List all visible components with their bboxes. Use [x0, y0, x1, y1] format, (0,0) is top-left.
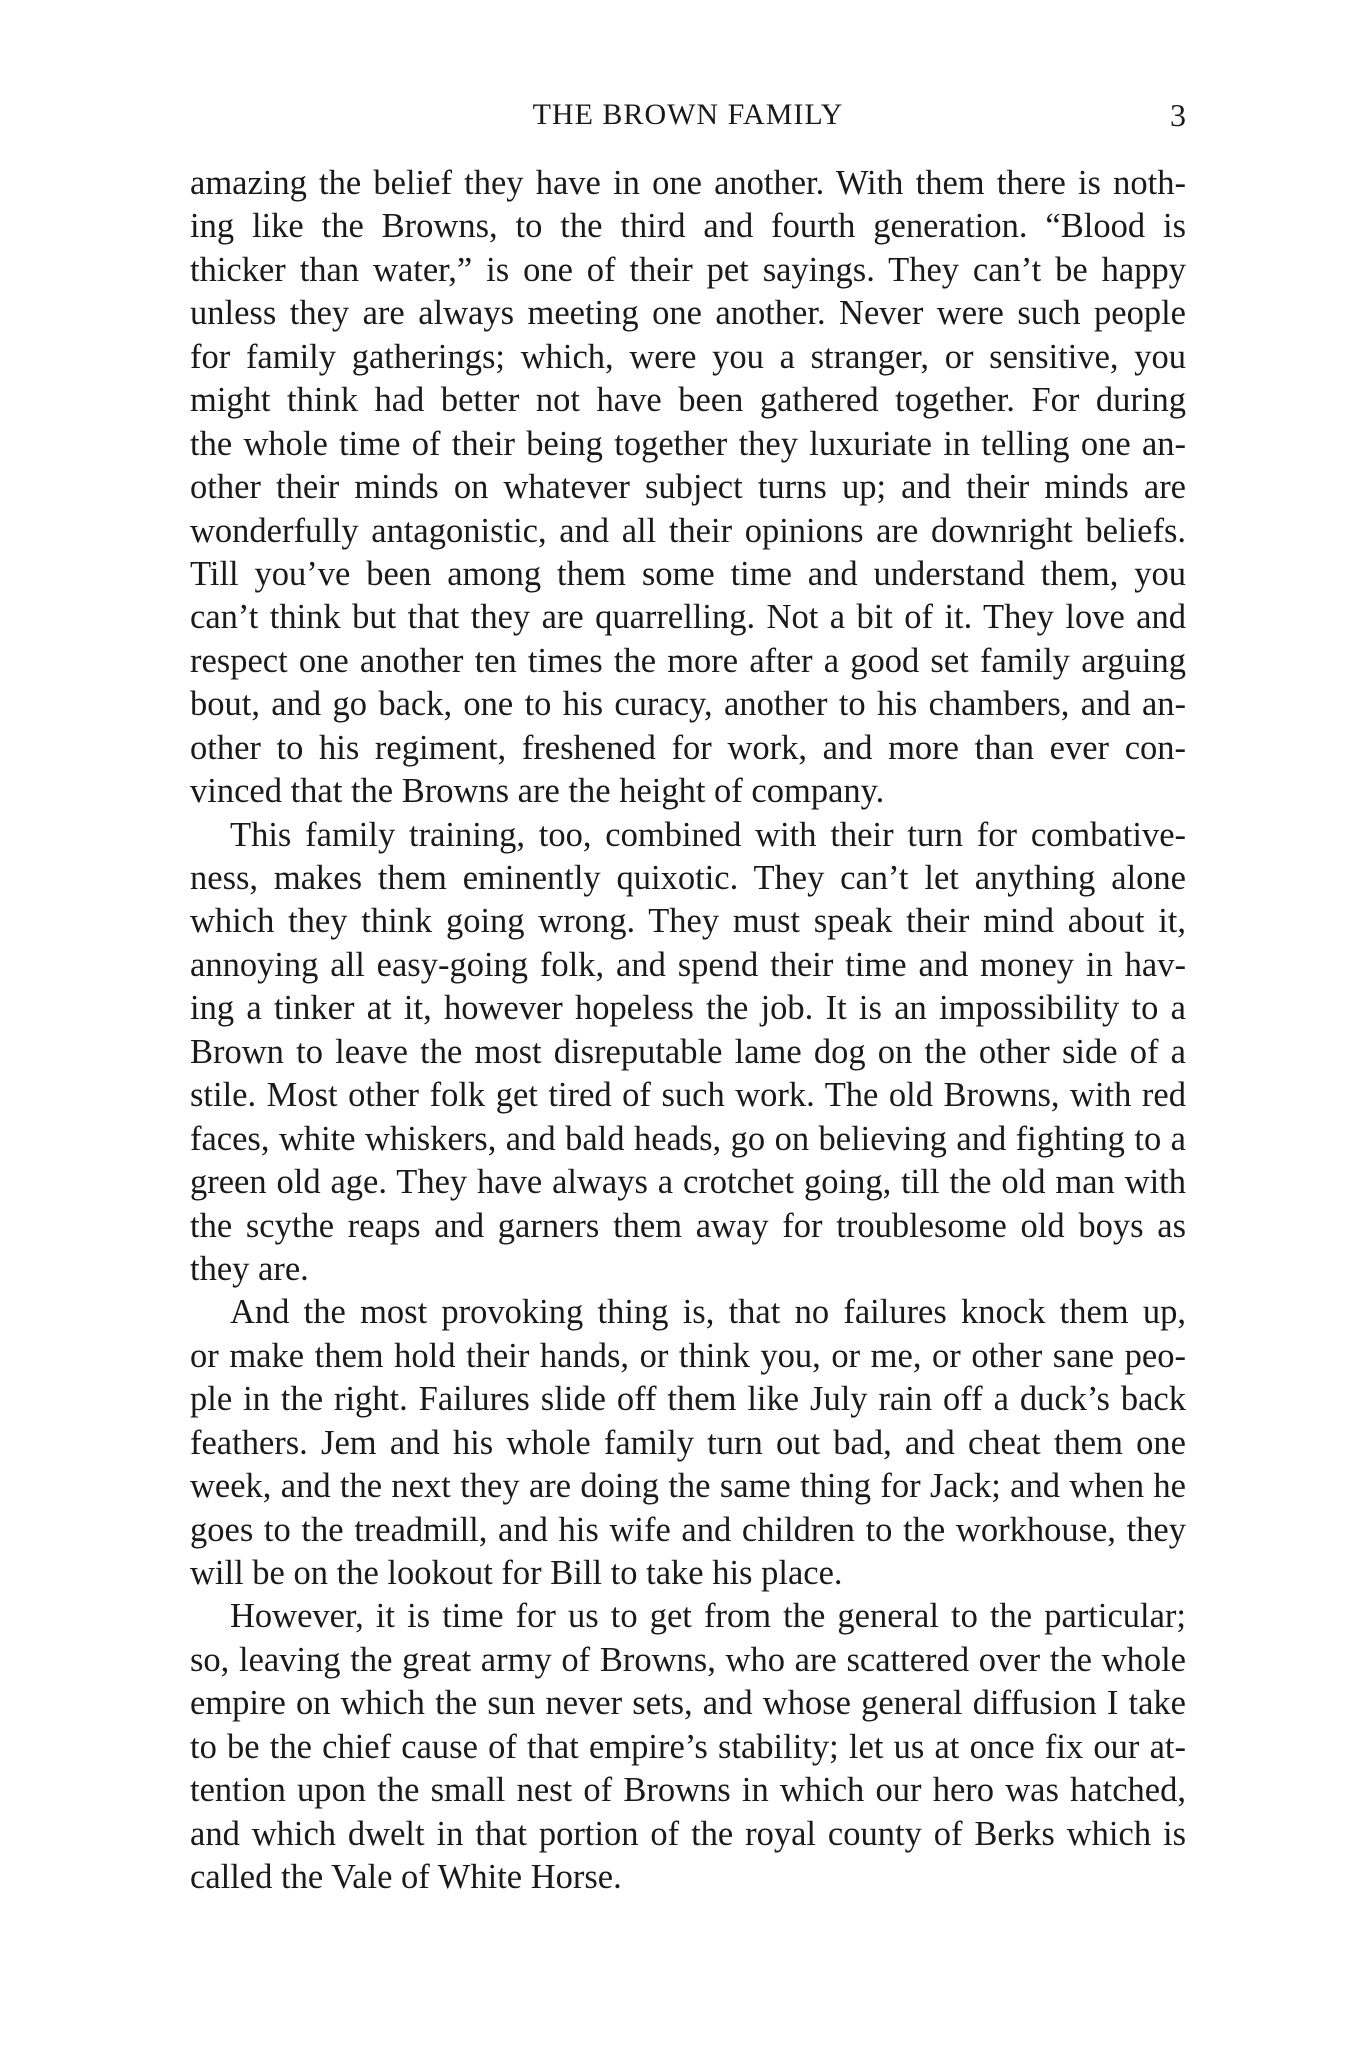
text-line: which they think going wrong. They must speak their mind about it, [190, 902, 1186, 941]
text-line: wonderfully antagonistic, and all their opinions are downright beliefs. [190, 511, 1186, 550]
text-line: goes to the treadmill, and his wife and children to the workhouse, they [190, 1510, 1186, 1549]
text-line: week, and the next they are doing the same thing for Jack; and when he [190, 1467, 1186, 1506]
running-title: THE BROWN FAMILY [532, 98, 844, 131]
text-line: for family gatherings; which, were you a stranger, or sensitive, you [190, 337, 1186, 376]
running-head [190, 95, 1186, 135]
text-line: feathers. Jem and his whole family turn out bad, and cheat them one [190, 1423, 1186, 1462]
text-line: thicker than water,” is one of their pet sayings. They can’t be happy [190, 250, 1186, 289]
text-line: ple in the right. Failures slide off them like July rain off a duck’s back [190, 1380, 1186, 1419]
text-line: the scythe reaps and garners them away for troublesome old boys as [190, 1206, 1186, 1245]
text-line: bout, and go back, one to his curacy, another to his chambers, and an- [190, 685, 1186, 724]
text-line: empire on which the sun never sets, and whose general diffusion I take [190, 1684, 1186, 1723]
text-line: unless they are always meeting one another. Never were such people [190, 294, 1186, 333]
text-line: will be on the lookout for Bill to take his place. [190, 1554, 843, 1592]
text-line: Brown to leave the most disreputable lame dog on the other side of a [190, 1032, 1186, 1071]
text-line: amazing the belief they have in one another. With them there is noth- [190, 164, 1186, 202]
text-line: or make them hold their hands, or think you, or me, or other sane peo- [190, 1336, 1186, 1375]
text-line: This family training, too, combined with their turn for combative- [230, 815, 1186, 854]
text-line: other their minds on whatever subject turns up; and their minds are [190, 468, 1186, 507]
body-text [190, 162, 1186, 1900]
text-line: However, it is time for us to get from the general to the particular; [230, 1597, 1186, 1636]
text-line: faces, white whiskers, and bald heads, go on believing and fighting to a [190, 1119, 1186, 1158]
text-line: stile. Most other folk get tired of such work. The old Browns, with red [190, 1076, 1186, 1115]
text-line: And the most provoking thing is, that no failures knock them up, [230, 1293, 1186, 1332]
text-line: green old age. They have always a crotchet going, till the old man with [190, 1163, 1186, 1202]
text-line: so, leaving the great army of Browns, who are scattered over the whole [190, 1640, 1186, 1679]
text-line: tention upon the small nest of Browns in which our hero was hatched, [190, 1771, 1186, 1810]
text-line: Till you’ve been among them some time and understand them, you [190, 554, 1186, 593]
text-line: might think had better not have been gathered together. For during [190, 381, 1186, 420]
page-number: 3 [1170, 97, 1186, 133]
text-line: the whole time of their being together they luxuriate in telling one an- [190, 424, 1186, 463]
text-line: ing like the Browns, to the third and fourth generation. “Blood is [190, 207, 1186, 246]
text-line: ness, makes them eminently quixotic. They can’t let anything alone [190, 859, 1186, 897]
text-line: vinced that the Browns are the height of company. [190, 772, 885, 811]
text-line: ing a tinker at it, however hopeless the job. It is an impossibility to a [190, 989, 1186, 1028]
text-line: respect one another ten times the more after a good set family arguing [190, 641, 1186, 680]
text-line: other to his regiment, freshened for work, and more than ever con- [190, 728, 1186, 767]
text-line: to be the chief cause of that empire’s stability; let us at once fix our at- [190, 1727, 1186, 1766]
text-line: and which dwelt in that portion of the royal county of Berks which is [190, 1814, 1186, 1853]
text-line: they are. [190, 1249, 309, 1288]
text-line: can’t think but that they are quarrelling. Not a bit of it. They love and [190, 598, 1186, 637]
text-line: annoying all easy-going folk, and spend their time and money in hav- [190, 945, 1186, 984]
text-line: called the Vale of White Horse. [190, 1858, 622, 1897]
